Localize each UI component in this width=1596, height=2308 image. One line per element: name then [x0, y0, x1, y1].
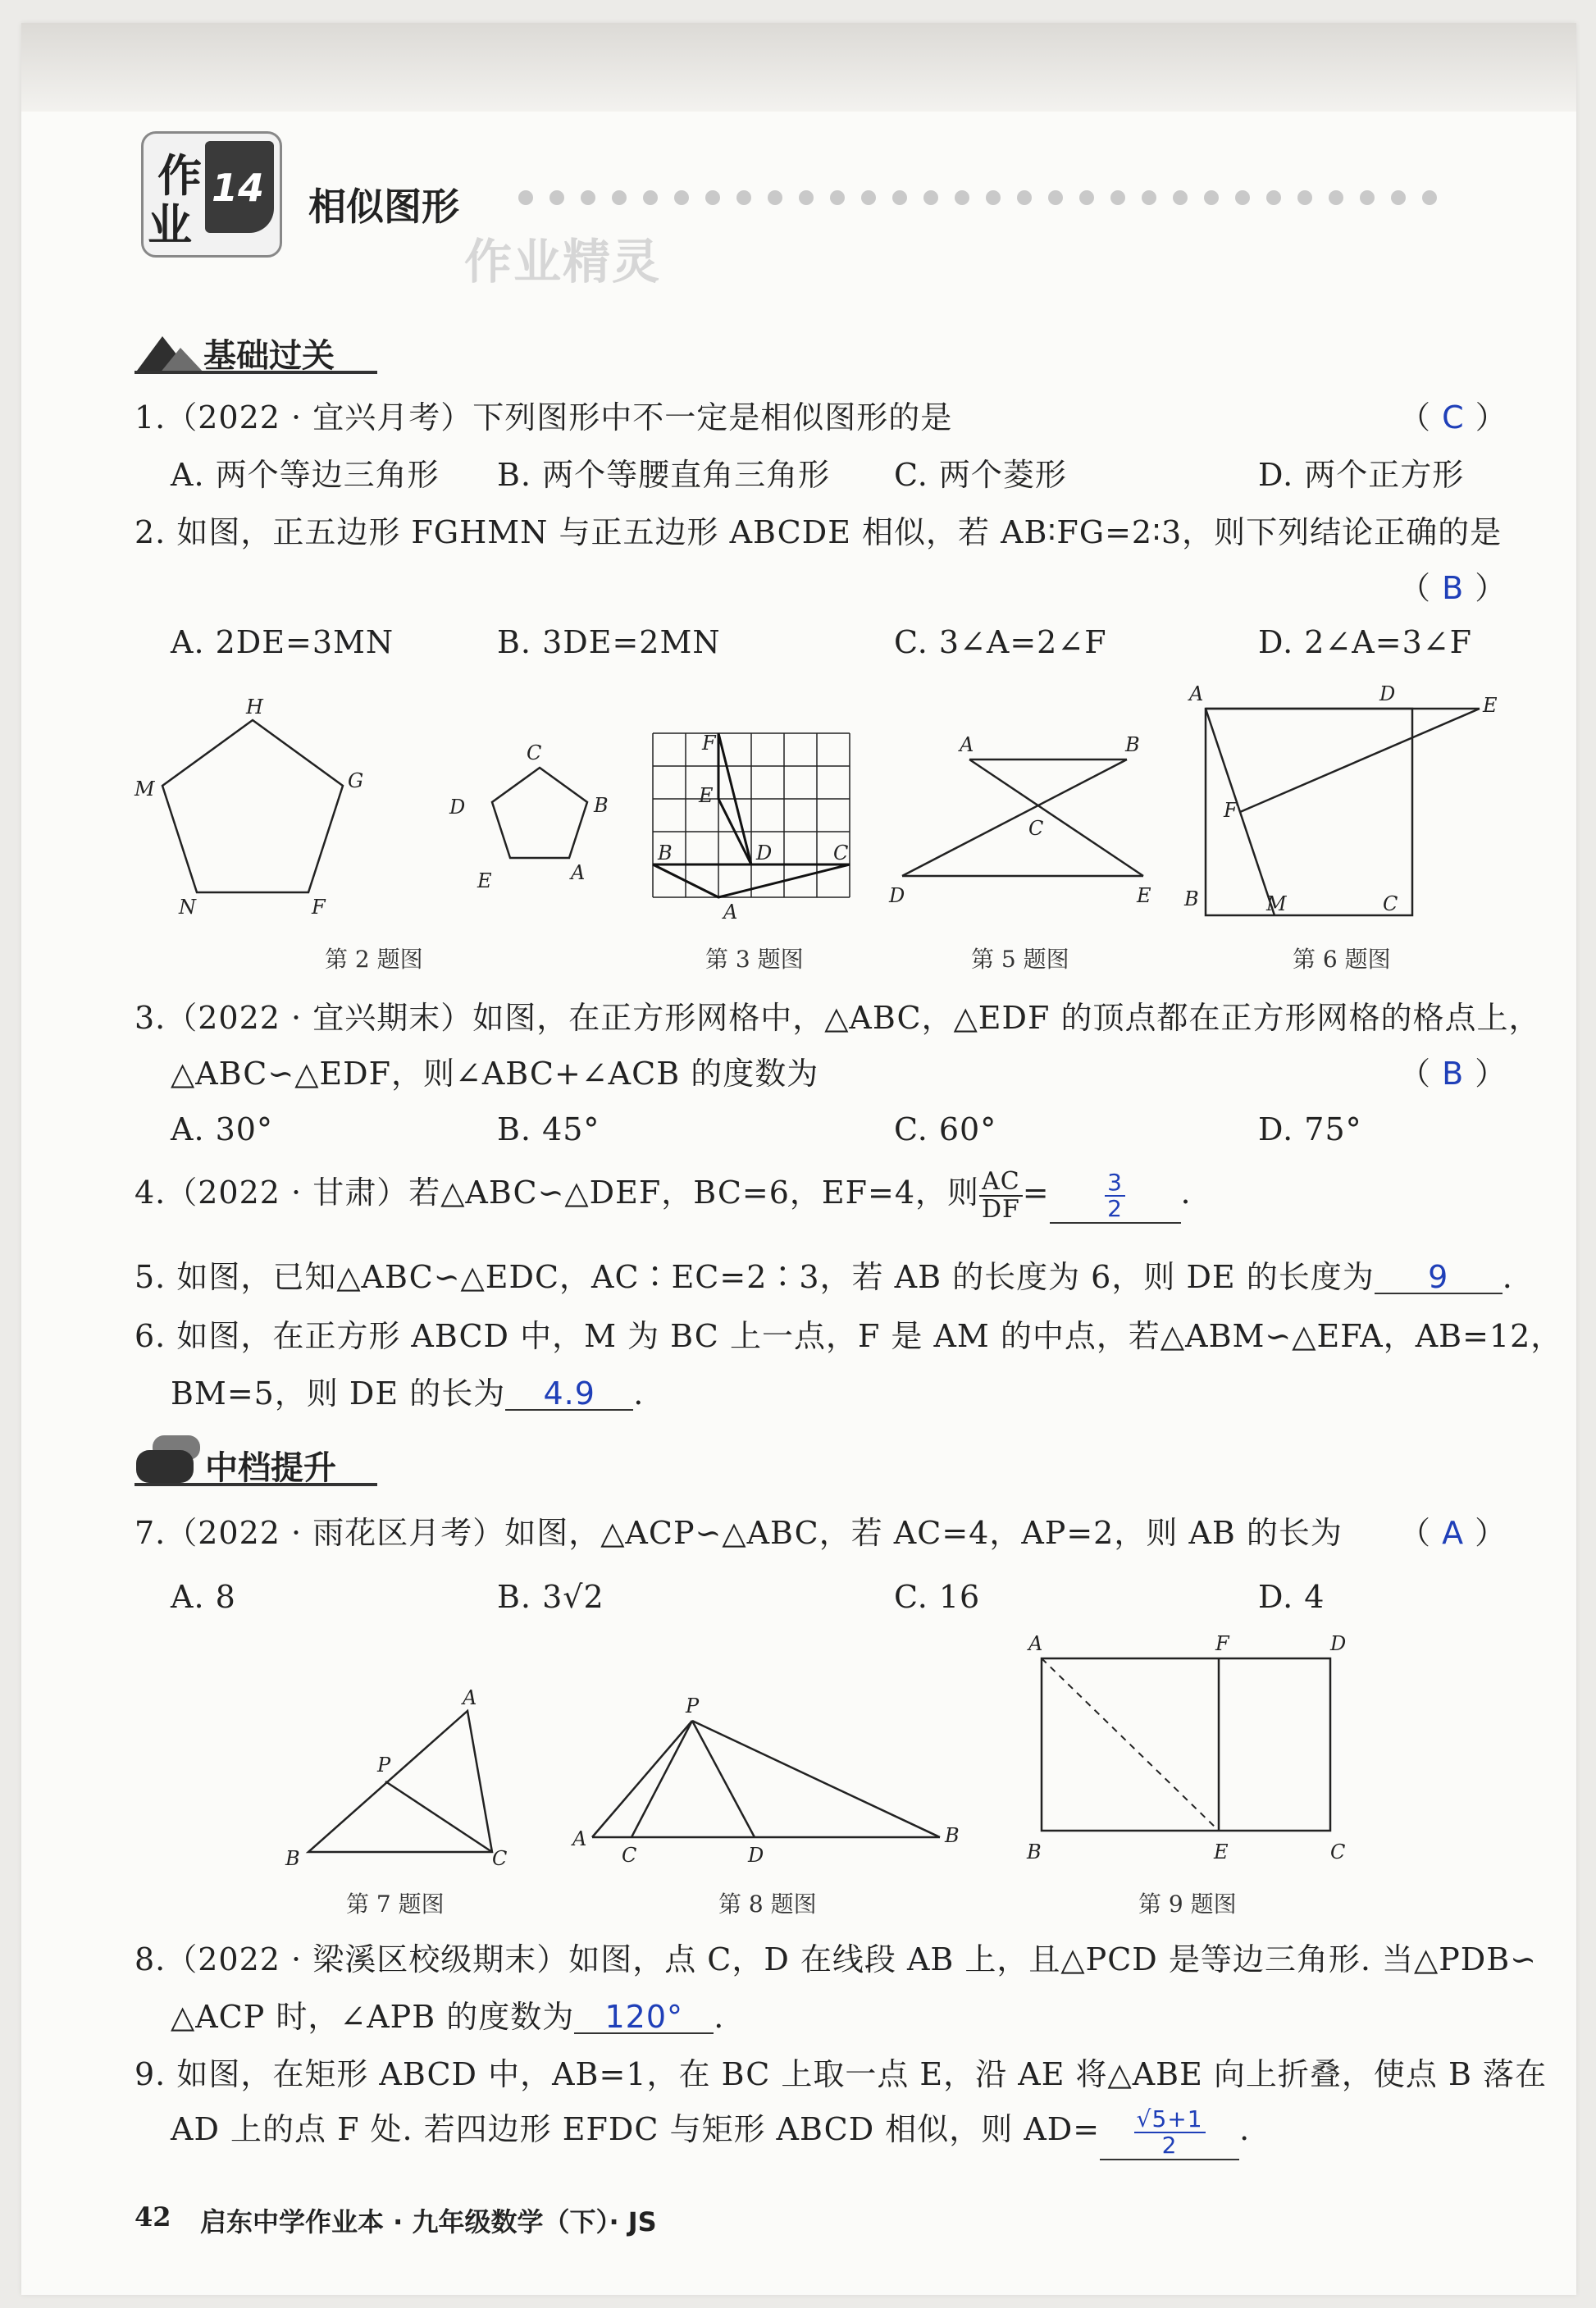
caption-q6: 第 6 题图: [1293, 946, 1391, 973]
watermark: 作业精灵: [464, 234, 662, 290]
label-b: B: [658, 842, 673, 864]
page-number: 42: [135, 2201, 171, 2233]
q7-answer: A: [1442, 1515, 1465, 1551]
q7-option-d: D. 4: [1258, 1579, 1325, 1615]
label-b: B: [285, 1847, 300, 1870]
q3-option-b: B. 45°: [497, 1111, 600, 1147]
label-c: C: [1330, 1840, 1346, 1863]
q1-stem: 1.（2022 · 宜兴月考）下列图形中不一定是相似图形的是: [135, 399, 953, 436]
label-e: E: [1137, 884, 1151, 907]
label-a: A: [1189, 682, 1204, 705]
q7-option-b: B. 3√2: [497, 1579, 604, 1615]
label-c: C: [622, 1844, 637, 1867]
q2-option-d: D. 2∠A=3∠F: [1258, 624, 1472, 660]
q9-line1: 9. 如图，在矩形 ABCD 中，AB=1，在 BC 上取一点 E，沿 AE 将△ABE 向上折叠，使点 B 落在: [135, 2056, 1548, 2092]
label-b: B: [1184, 887, 1199, 910]
label-a: A: [572, 1827, 587, 1850]
q8-answer: 120°: [604, 1999, 684, 2035]
q4-period: .: [1180, 1175, 1192, 1211]
q1-option-d: D. 两个正方形: [1258, 457, 1465, 493]
label-f: F: [312, 896, 326, 919]
label-f: F: [1215, 1632, 1229, 1655]
q7-option-a: A. 8: [171, 1579, 236, 1615]
q3-option-a: A. 30°: [171, 1111, 273, 1147]
q4-answer-den: 2: [1107, 1194, 1123, 1222]
caption-q2: 第 2 题图: [325, 946, 423, 973]
figure-q5: [878, 728, 1173, 917]
q1-answer: C: [1442, 399, 1465, 436]
label-b: B: [594, 794, 609, 817]
label-d: D: [1379, 682, 1396, 705]
scan-shadow-strip: [21, 23, 1576, 112]
page-title: 相似图形: [308, 185, 459, 229]
label-d: D: [1330, 1632, 1347, 1655]
q9-line2: [171, 2100, 1250, 2165]
q6-answer-blank: [505, 1375, 633, 1412]
label-e: E: [1483, 694, 1498, 717]
label-m: M: [1266, 892, 1287, 915]
q9-answer-blank: [1100, 2100, 1239, 2160]
q9-answer: [1134, 2107, 1206, 2157]
q5-stem: 5. 如图，已知△ABC∽△EDC，AC∶EC=2∶3，若 AB 的长度为 6，则 DE 的长度为: [135, 1259, 1375, 1295]
label-c: C: [1383, 892, 1398, 915]
q8-line1: 8.（2022 · 梁溪区校级期末）如图，点 C，D 在线段 AB 上，且△PCD 是等边三角形. 当△PDB∽: [135, 1941, 1538, 1977]
homework-badge: [141, 131, 279, 254]
figure-q9: [1017, 1629, 1361, 1875]
q4-fraction: [979, 1169, 1023, 1222]
caption-q5: 第 5 题图: [971, 946, 1069, 973]
q8-stem-2: △ACP 时，∠APB 的度数为: [171, 1999, 575, 2035]
q4-frac-den: DF: [981, 1194, 1020, 1224]
label-g: G: [348, 769, 364, 792]
q9-answer-num: √5+1: [1134, 2107, 1206, 2132]
q6-stem-2: BM=5，则 DE 的长为: [171, 1375, 506, 1412]
q2-stem: 2. 如图，正五边形 FGHMN 与正五边形 ABCDE 相似，若 AB∶FG=2∶3，则下列结论正确的是: [135, 514, 1503, 550]
q6-answer: 4.9: [543, 1375, 595, 1412]
label-f: F: [702, 732, 716, 755]
section-basic-icon: [135, 326, 208, 376]
section-middle-title: 中档提升: [205, 1449, 336, 1487]
q9-answer-den: 2: [1161, 2131, 1178, 2159]
caption-q3: 第 3 题图: [705, 946, 804, 973]
caption-q9: 第 9 题图: [1138, 1891, 1237, 1918]
q8-period: .: [714, 1999, 725, 2035]
q3-answer: B: [1442, 1056, 1465, 1092]
figure-q3: [648, 728, 853, 925]
section-basic-title: 基础过关: [203, 337, 335, 375]
q7-answer-bracket: （ A ）: [1399, 1515, 1507, 1551]
q3-line1: 3.（2022 · 宜兴期末）如图，在正方形网格中，△ABC，△EDF 的顶点都在正方形网格的格点上，: [135, 1000, 1541, 1036]
q4-answer-blank: [1050, 1163, 1181, 1224]
q9-period: .: [1239, 2111, 1251, 2147]
label-a: A: [1028, 1632, 1043, 1655]
q6-period: .: [633, 1375, 645, 1412]
q2-option-c: C. 3∠A=2∠F: [894, 624, 1107, 660]
figure-q7: [279, 1681, 525, 1878]
q4-answer: [1105, 1170, 1125, 1220]
q2-option-b: B. 3DE=2MN: [497, 624, 721, 660]
q5-answer: 9: [1428, 1259, 1449, 1295]
q1-option-a: A. 两个等边三角形: [171, 457, 440, 493]
q4-equals: =: [1022, 1175, 1050, 1211]
label-d: D: [889, 884, 905, 907]
label-a: A: [463, 1686, 477, 1709]
q7-stem: 7.（2022 · 雨花区月考）如图，△ACP∽△ABC，若 AC=4，AP=2，则 AB 的长为: [135, 1515, 1343, 1551]
label-a: A: [723, 901, 738, 924]
label-e: E: [1214, 1840, 1229, 1863]
label-c: C: [1028, 817, 1044, 840]
q4-stem: 4.（2022 · 甘肃）若△ABC∽△DEF，BC=6，EF=4，则: [135, 1175, 980, 1211]
q7-option-c: C. 16: [894, 1579, 981, 1615]
label-f: F: [1224, 799, 1238, 822]
q1-option-c: C. 两个菱形: [894, 457, 1067, 493]
section-middle-icon: [135, 1434, 208, 1485]
badge-number: 14: [212, 166, 265, 210]
label-c: C: [492, 1847, 508, 1870]
figure-q6: [1181, 677, 1509, 924]
q5-period: .: [1502, 1259, 1513, 1295]
label-d: D: [449, 796, 466, 819]
q1-option-b: B. 两个等腰直角三角形: [497, 457, 831, 493]
label-h: H: [246, 696, 263, 718]
figure-q2: [123, 689, 640, 927]
q8-line2: [171, 2001, 724, 2034]
pentagon-fghmn: [162, 720, 343, 892]
q4-line: [135, 1163, 1192, 1229]
badge-char-2: 业: [148, 199, 192, 251]
q6-line2: [171, 1375, 645, 1412]
q1-answer-bracket: （ C ）: [1399, 399, 1507, 436]
q3-option-c: C. 60°: [894, 1111, 997, 1147]
label-n: N: [179, 896, 196, 919]
pentagon-abcde: [492, 768, 587, 858]
label-b: B: [1027, 1840, 1042, 1863]
q4-frac-num: AC: [979, 1169, 1023, 1197]
label-p: P: [686, 1695, 700, 1717]
label-b: B: [1125, 733, 1140, 756]
label-a: A: [571, 861, 586, 884]
label-d: D: [748, 1844, 764, 1867]
q2-answer: B: [1442, 570, 1465, 606]
q8-answer-blank: [574, 2001, 714, 2034]
q3-option-d: D. 75°: [1258, 1111, 1362, 1147]
q6-line1: 6. 如图，在正方形 ABCD 中，M 为 BC 上一点，F 是 AM 的中点，若△ABM∽△EFA，AB=12，: [135, 1318, 1563, 1354]
badge-char-1: 作: [157, 150, 202, 202]
q3-answer-bracket: （ B ）: [1399, 1056, 1507, 1092]
q5-answer-blank: [1375, 1261, 1503, 1294]
figure-q8: [566, 1693, 968, 1873]
label-c: C: [833, 842, 849, 864]
label-e: E: [699, 784, 714, 807]
q5-line: [135, 1261, 1513, 1294]
q2-option-a: A. 2DE=3MN: [171, 624, 394, 660]
q4-answer-num: 3: [1105, 1170, 1125, 1196]
caption-q8: 第 8 题图: [718, 1891, 817, 1918]
label-c: C: [527, 741, 542, 764]
title-dot-row: [518, 190, 1568, 208]
label-a: A: [960, 733, 974, 756]
label-e: E: [477, 869, 492, 892]
q3-line2: △ABC∽△EDF，则∠ABC+∠ACB 的度数为: [171, 1056, 819, 1092]
label-p: P: [377, 1754, 391, 1777]
book-title: 启东中学作业本 · 九年级数学（下）· JS: [200, 2206, 657, 2237]
label-m: M: [135, 778, 155, 801]
q2-answer-bracket: （ B ）: [1399, 570, 1507, 606]
q9-stem-2: AD 上的点 F 处. 若四边形 EFDC 与矩形 ABCD 相似，则 AD=: [171, 2111, 1101, 2147]
label-d: D: [756, 842, 773, 864]
caption-q7: 第 7 题图: [346, 1891, 445, 1918]
label-b: B: [945, 1824, 960, 1847]
